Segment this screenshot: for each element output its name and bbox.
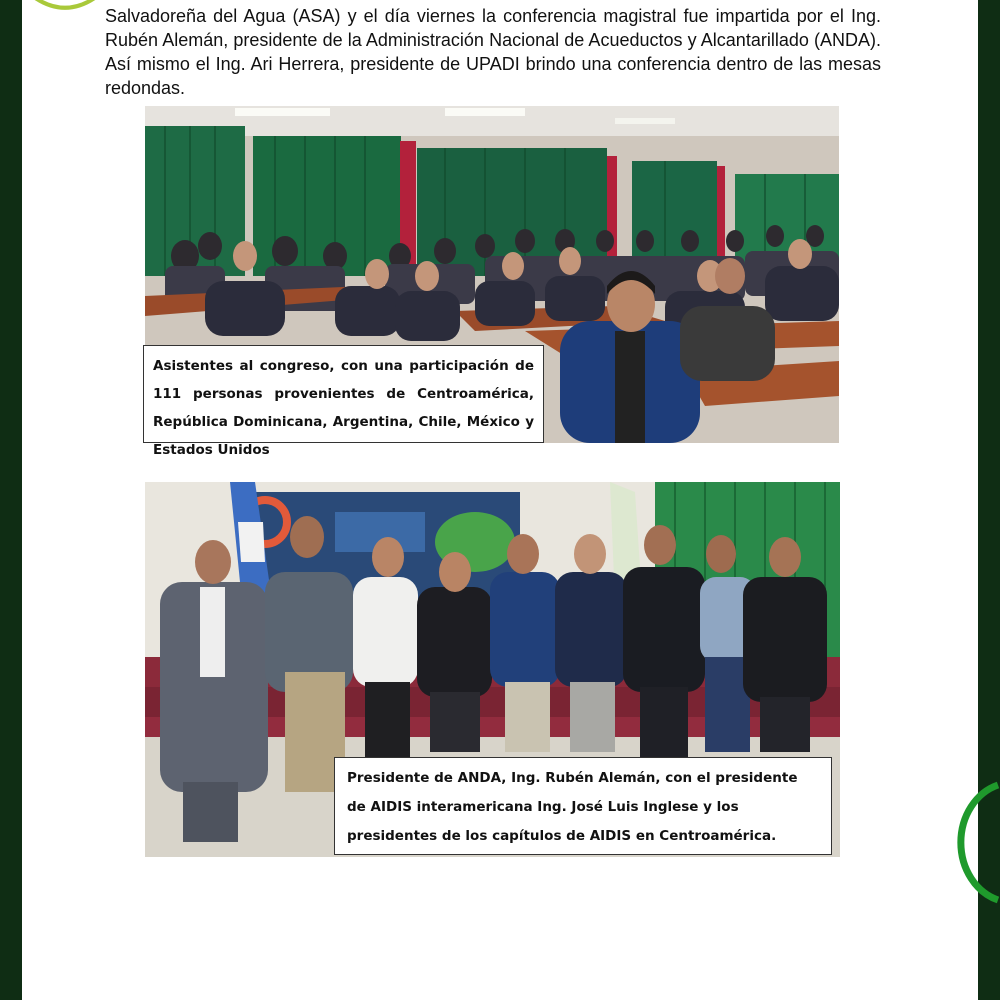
group-photo-caption: Presidente de ANDA, Ing. Rubén Alemán, con el presidente de AIDIS interamericana Ing. José Luis Inglese y los presidentes de los capítulos de AIDIS en Centroamérica. bbox=[334, 757, 832, 855]
audience-photo-caption: Asistentes al congreso, con una participación de 111 personas provenientes de Centroamérica, República Dominicana, Argentina, Chile, México y Estados Unidos bbox=[143, 345, 544, 443]
decorative-arc-top bbox=[10, 0, 110, 12]
decorative-arc-right bbox=[940, 775, 1000, 915]
left-border-bar bbox=[0, 0, 22, 1000]
intro-paragraph: Salvadoreña del Agua (ASA) y el día viernes la conferencia magistral fue impartida por el Ing. Rubén Alemán, presidente de la Administración Nacional de Acueductos y Alcantarillado (ANDA). Así mismo el Ing. Ari Herrera, presidente de UPADI brindo una conferencia dentro de las mesas redondas. bbox=[105, 6, 881, 98]
